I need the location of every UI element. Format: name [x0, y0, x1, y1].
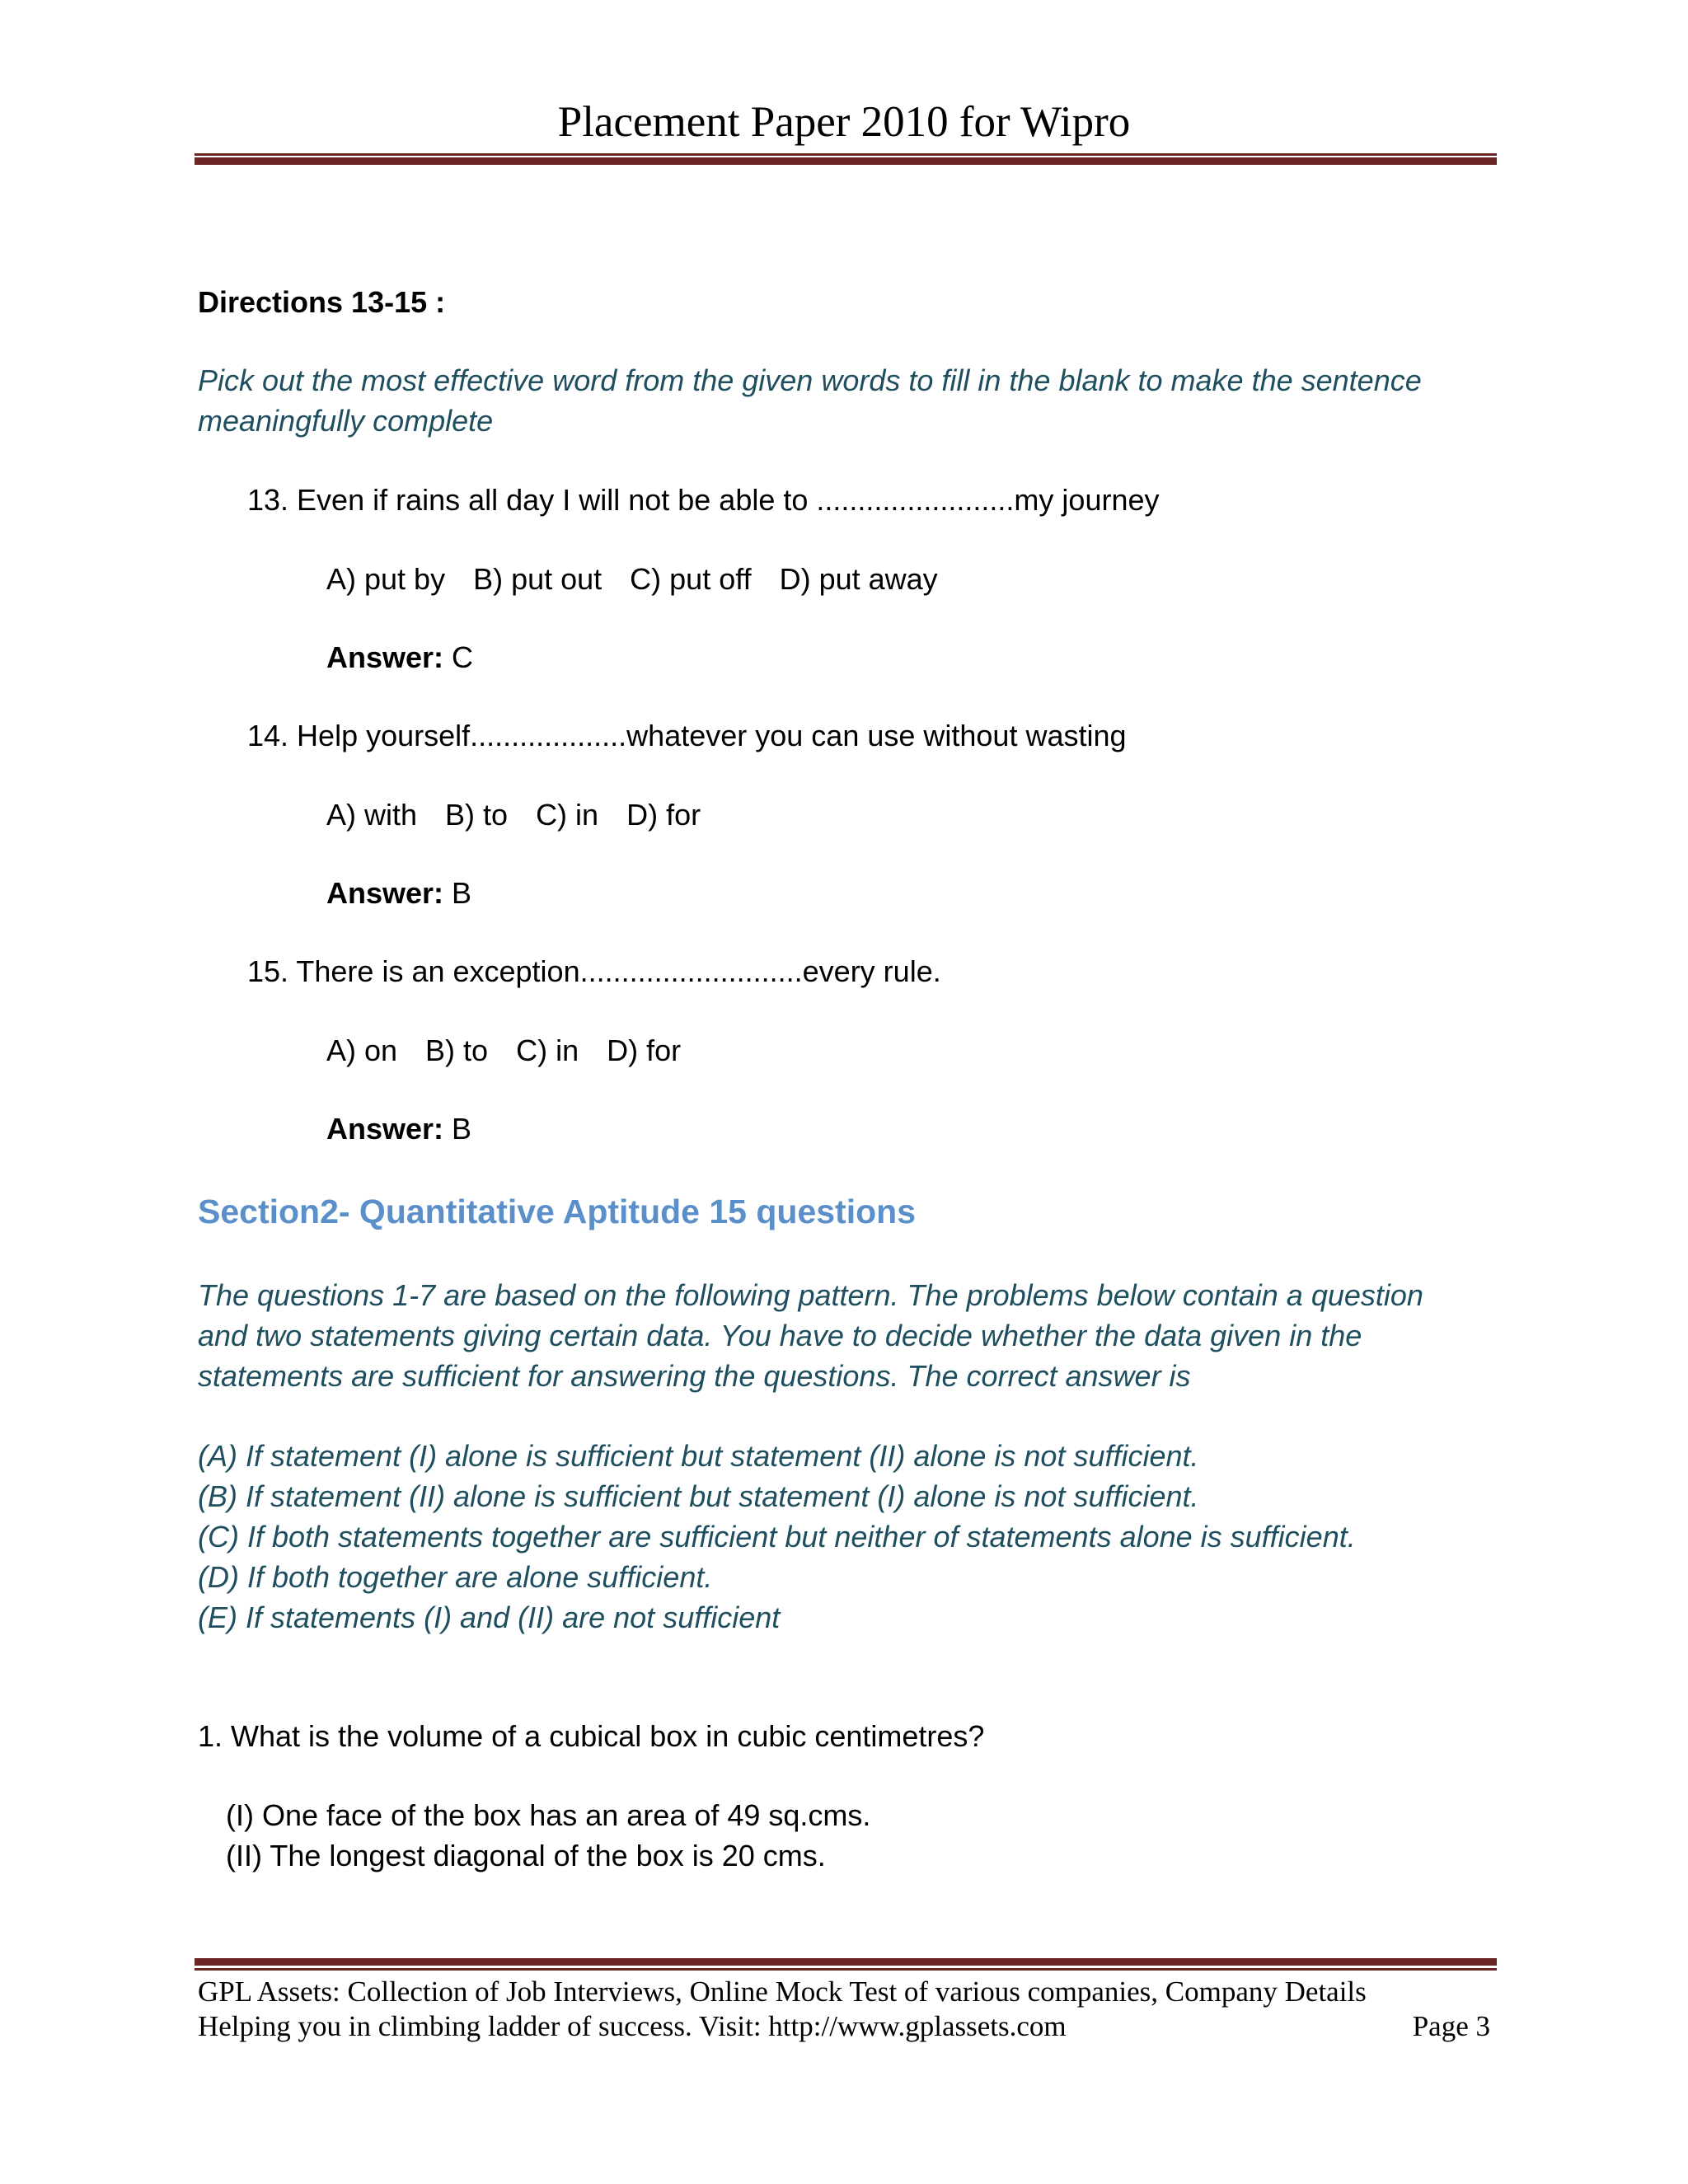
section2-intro-line1: The questions 1-7 are based on the following pattern. The problems below contain a question: [198, 1278, 1423, 1312]
question-15-options: [326, 1033, 709, 1068]
question-15-answer: [326, 1112, 471, 1146]
footer-line-2: Helping you in climbing ladder of success. Visit: http://www.gplassets.com: [198, 2010, 1067, 2042]
section2-heading: Section2- Quantitative Aptitude 15 questions: [198, 1193, 916, 1230]
section2-intro-line2: and two statements giving certain data. You have to decide whether the data given in the: [198, 1319, 1362, 1352]
section2-choice-a: (A) If statement (I) alone is sufficient but statement (II) alone is not sufficient.: [198, 1439, 1199, 1473]
question-14-option-d: D) for: [626, 798, 701, 832]
question-13-option-b: B) put out: [473, 562, 603, 596]
question-13-option-d: D) put away: [779, 562, 938, 596]
question-14-text: 14. Help yourself...................whatever you can use without wasting: [247, 719, 1127, 752]
directions-heading: Directions 13-15 :: [198, 285, 446, 319]
question-13-option-c: C) put off: [630, 562, 752, 596]
footer-rule-thin: [195, 1968, 1497, 1971]
question-14-option-a: A) with: [326, 798, 418, 832]
question-15-option-b: B) to: [425, 1033, 489, 1067]
answer-value: C: [443, 640, 474, 674]
question-15-option-c: C) in: [516, 1033, 579, 1067]
footer-rule-thick: [195, 1958, 1497, 1966]
section2-choice-b: (B) If statement (II) alone is sufficient but statement (I) alone is not sufficient.: [198, 1479, 1199, 1513]
question-13-options: [326, 562, 966, 597]
question-13-text: 13. Even if rains all day I will not be able to ........................my journey: [247, 483, 1160, 517]
question-13-option-a: A) put by: [326, 562, 446, 596]
answer-label: Answer:: [326, 876, 444, 910]
question-13-answer: [326, 640, 473, 675]
section2-choice-c: (C) If both statements together are sufficient but neither of statements alone is sufficient.: [198, 1520, 1356, 1554]
answer-label: Answer:: [326, 1112, 444, 1146]
section2-choice-d: (D) If both together are alone sufficient.: [198, 1560, 713, 1594]
answer-value: B: [443, 1112, 472, 1146]
footer-line-1: GPL Assets: Collection of Job Interviews, Online Mock Test of various companies, Company Details: [198, 1975, 1367, 2008]
footer-page-number: Page 3: [1412, 2010, 1490, 2042]
header-rule-thick: [195, 157, 1497, 165]
question-14-option-c: C) in: [536, 798, 599, 832]
answer-value: B: [443, 876, 472, 910]
section2-question-1-statement-1: (I) One face of the box has an area of 49 sq.cms.: [226, 1798, 871, 1832]
answer-label: Answer:: [326, 640, 444, 674]
question-14-answer: [326, 876, 471, 911]
section2-question-1-text: 1. What is the volume of a cubical box in cubic centimetres?: [198, 1719, 985, 1753]
question-14-option-b: B) to: [445, 798, 509, 832]
directions-instruction-line2: meaningfully complete: [198, 404, 494, 438]
question-15-option-a: A) on: [326, 1033, 398, 1067]
section2-question-1-statement-2: (II) The longest diagonal of the box is 20 cms.: [226, 1839, 826, 1872]
question-14-options: [326, 798, 729, 832]
question-15-text: 15. There is an exception...........................every rule.: [247, 954, 941, 988]
page-header-title: Placement Paper 2010 for Wipro: [557, 98, 1131, 146]
section2-choice-e: (E) If statements (I) and (II) are not sufficient: [198, 1601, 781, 1634]
section2-intro-line3: statements are sufficient for answering the questions. The correct answer is: [198, 1359, 1191, 1393]
directions-instruction-line1: Pick out the most effective word from the given words to fill in the blank to make the sentence: [198, 363, 1422, 397]
header-rule-thin: [195, 153, 1497, 156]
question-15-option-d: D) for: [607, 1033, 682, 1067]
